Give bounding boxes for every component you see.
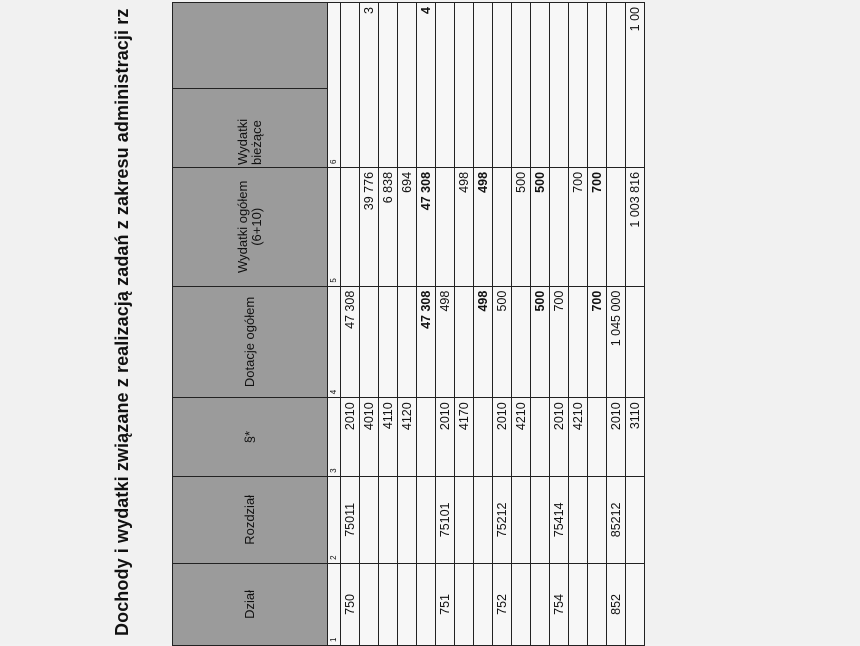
colnum-3: 3 [328,398,341,477]
table-row [455,3,474,646]
cell-dzial [626,563,645,645]
cell-wydatki-biezace [569,3,588,168]
cell-dzial [379,563,398,645]
cell-wydatki-ogolem: 47 308 [417,167,436,286]
cell-dzial: 751 [436,563,455,645]
table-row [607,3,626,646]
cell-wydatki-ogolem: 6 838 [379,167,398,286]
cell-rozdzial [360,476,379,563]
cell-paragraf: 4110 [379,398,398,477]
cell-wydatki-ogolem [341,167,360,286]
cell-wydatki-biezace [398,3,417,168]
table-row [550,3,569,646]
cell-wydatki-ogolem: 694 [398,167,417,286]
table-row [626,3,645,646]
cell-wydatki-biezace [512,3,531,168]
cell-paragraf: 3110 [626,398,645,477]
cell-dzial [455,563,474,645]
header-dotacje: Dotacje ogółem [173,286,328,398]
document-title: Dochody i wydatki związane z realizacją zadań z zakresu administracji rz [112,8,132,636]
cell-paragraf: 4210 [512,398,531,477]
cell-dotacje [379,286,398,398]
cell-wydatki-ogolem: 500 [512,167,531,286]
cell-dotacje: 498 [474,286,493,398]
table-body [341,3,645,646]
cell-dotacje [626,286,645,398]
cell-wydatki-ogolem: 500 [531,167,550,286]
cell-paragraf: 2010 [341,398,360,477]
cell-wydatki-biezace: 3 [360,3,379,168]
header-wydatki-ogolem: Wydatki ogółem (6+10) [173,167,328,286]
cell-dzial [588,563,607,645]
cell-rozdzial [398,476,417,563]
cell-wydatki-biezace: 1 00 [626,3,645,168]
cell-paragraf: 4210 [569,398,588,477]
cell-rozdzial [379,476,398,563]
cell-rozdzial: 75414 [550,476,569,563]
cell-rozdzial: 75101 [436,476,455,563]
cell-wydatki-biezace [493,3,512,168]
colnum-1: 1 [328,563,341,645]
cell-dzial [512,563,531,645]
cell-dzial: 754 [550,563,569,645]
cell-rozdzial: 85212 [607,476,626,563]
table-row [436,3,455,646]
table-row [398,3,417,646]
cell-dotacje: 47 308 [417,286,436,398]
header-wydatki-biezace [173,3,328,168]
cell-wydatki-biezace [474,3,493,168]
cell-dzial [531,563,550,645]
colnum-4: 4 [328,286,341,398]
cell-wydatki-ogolem [550,167,569,286]
cell-rozdzial [588,476,607,563]
budget-table [172,2,645,646]
cell-dotacje [512,286,531,398]
table-row [512,3,531,646]
cell-wydatki-ogolem: 498 [474,167,493,286]
cell-paragraf: 2010 [607,398,626,477]
cell-paragraf: 4010 [360,398,379,477]
header-wydatki-biezace-label: Wydatki bieżące [235,118,264,165]
cell-dotacje: 498 [436,286,455,398]
cell-rozdzial [569,476,588,563]
cell-rozdzial [531,476,550,563]
cell-dotacje [360,286,379,398]
table-row [360,3,379,646]
cell-dzial: 750 [341,563,360,645]
cell-wydatki-biezace [588,3,607,168]
cell-wydatki-biezace: 4 [417,3,436,168]
cell-paragraf [588,398,607,477]
header-dzial: Dział [173,563,328,645]
cell-wydatki-biezace [455,3,474,168]
cell-wydatki-ogolem [493,167,512,286]
cell-dotacje: 700 [550,286,569,398]
colnum-5: 5 [328,167,341,286]
cell-wydatki-biezace [550,3,569,168]
cell-wydatki-biezace [607,3,626,168]
table-row [588,3,607,646]
cell-wydatki-biezace [341,3,360,168]
cell-wydatki-ogolem: 1 003 816 [626,167,645,286]
table-row [417,3,436,646]
cell-wydatki-biezace [379,3,398,168]
cell-rozdzial [417,476,436,563]
cell-paragraf [417,398,436,477]
colnum-6: 6 [328,3,341,168]
header-paragraf: §* [173,398,328,477]
cell-rozdzial [512,476,531,563]
cell-paragraf: 2010 [493,398,512,477]
cell-wydatki-ogolem: 39 776 [360,167,379,286]
cell-paragraf [474,398,493,477]
cell-dotacje: 700 [588,286,607,398]
cell-dotacje [455,286,474,398]
cell-dzial [569,563,588,645]
cell-paragraf: 2010 [550,398,569,477]
table-row [341,3,360,646]
cell-paragraf [531,398,550,477]
cell-wydatki-ogolem: 700 [569,167,588,286]
cell-rozdzial: 75212 [493,476,512,563]
cell-paragraf: 4170 [455,398,474,477]
header-subcolumns [173,3,327,88]
cell-dotacje: 47 308 [341,286,360,398]
cell-dotacje: 1 045 000 [607,286,626,398]
cell-dotacje: 500 [493,286,512,398]
column-number-row [328,3,341,646]
cell-rozdzial: 75011 [341,476,360,563]
cell-rozdzial [455,476,474,563]
cell-dzial [474,563,493,645]
cell-dotacje [569,286,588,398]
header-row [173,3,328,646]
cell-dotacje [398,286,417,398]
cell-dzial [398,563,417,645]
cell-wydatki-ogolem: 498 [455,167,474,286]
colnum-2: 2 [328,476,341,563]
cell-wydatki-biezace [531,3,550,168]
cell-wydatki-ogolem: 700 [588,167,607,286]
cell-rozdzial [626,476,645,563]
cell-wydatki-ogolem [607,167,626,286]
table-row [474,3,493,646]
header-rozdzial: Rozdział [173,476,328,563]
cell-rozdzial [474,476,493,563]
cell-dzial [417,563,436,645]
table-row [493,3,512,646]
cell-paragraf: 2010 [436,398,455,477]
table-row [379,3,398,646]
cell-wydatki-ogolem [436,167,455,286]
cell-dzial: 852 [607,563,626,645]
cell-wydatki-biezace [436,3,455,168]
table-row [569,3,588,646]
cell-paragraf: 4120 [398,398,417,477]
cell-dzial: 752 [493,563,512,645]
table-row [531,3,550,646]
cell-dotacje: 500 [531,286,550,398]
cell-dzial [360,563,379,645]
